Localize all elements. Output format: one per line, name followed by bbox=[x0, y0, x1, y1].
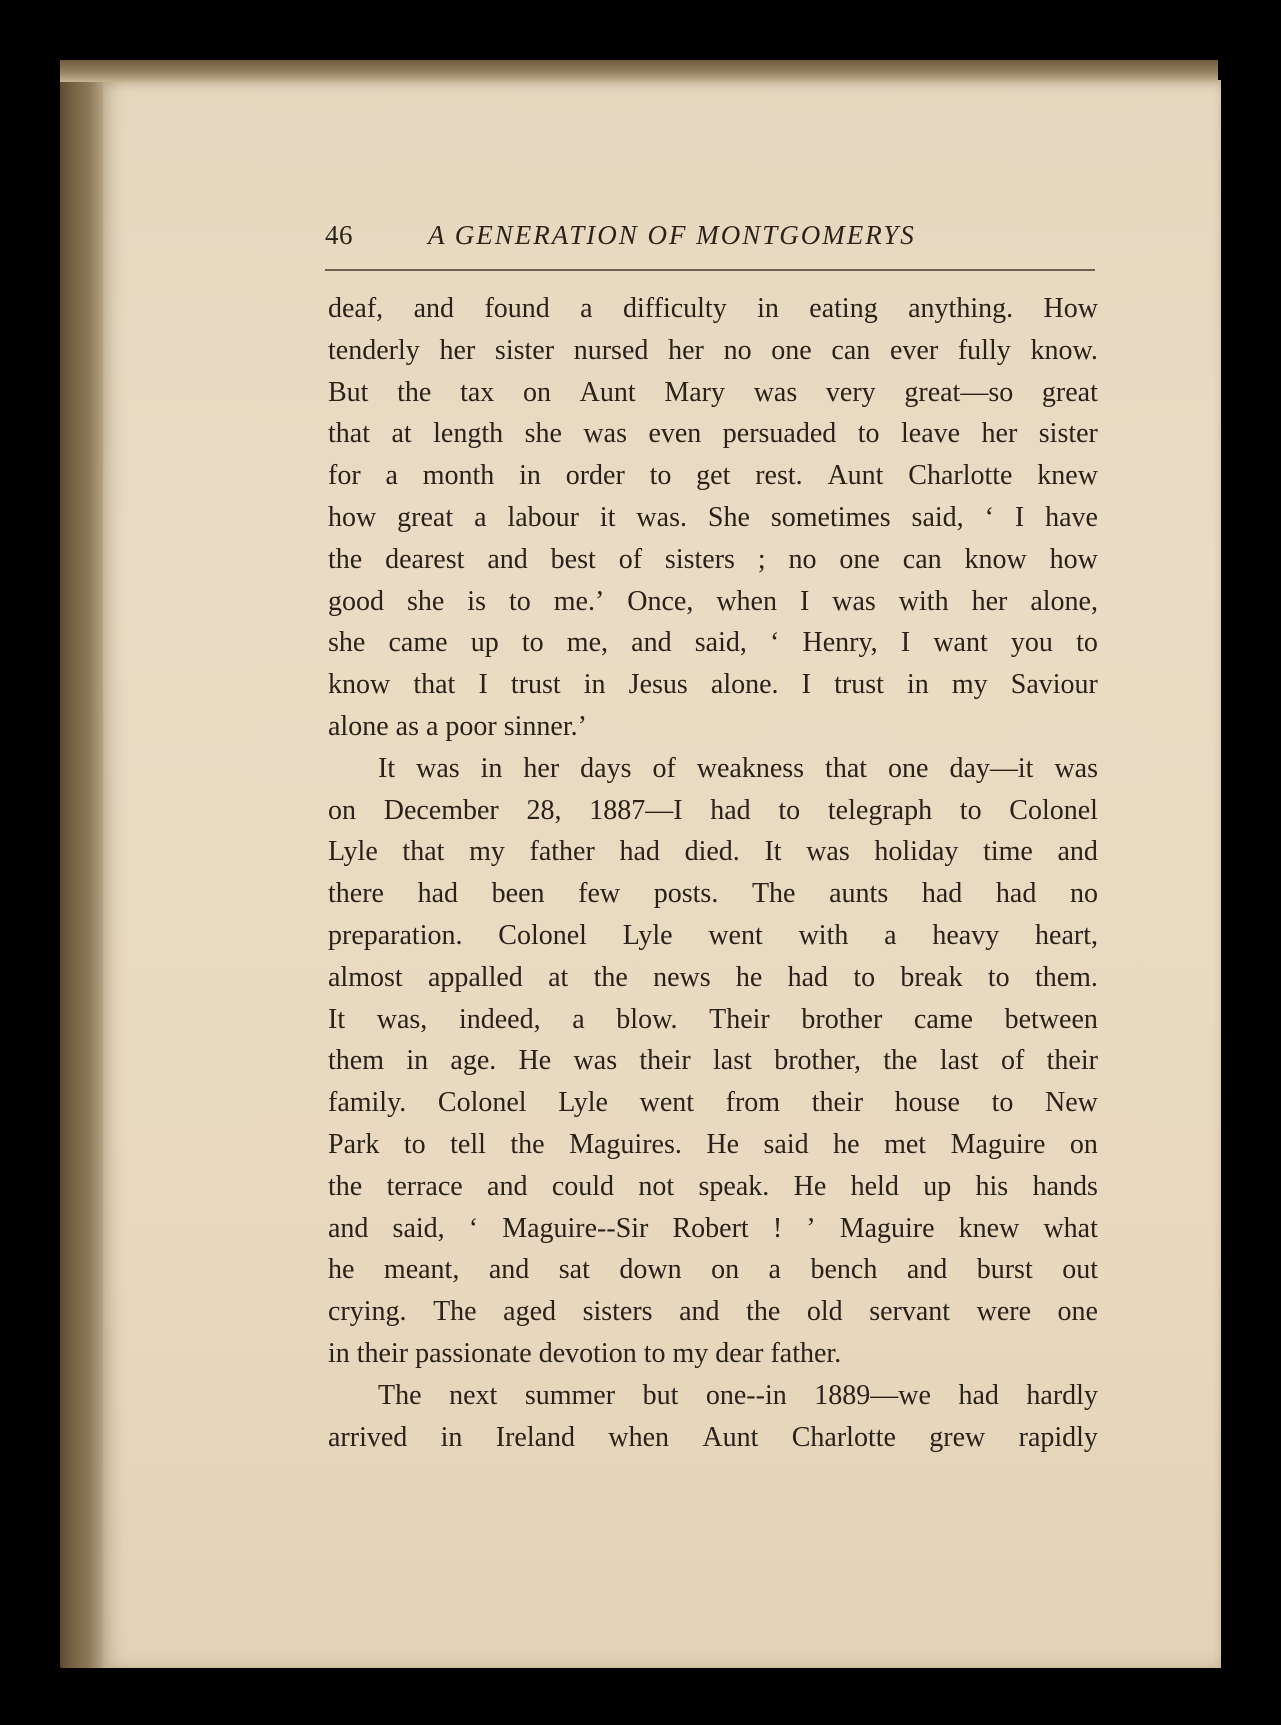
text-line: for a month in order to get rest. Aunt Charlotte knew bbox=[328, 460, 1098, 492]
text-line: family. Colonel Lyle went from their house to New bbox=[328, 1087, 1098, 1119]
page-header bbox=[325, 216, 1095, 260]
text-line: deaf, and found a difficulty in eating anything. How bbox=[328, 293, 1098, 324]
text-line: crying. The aged sisters and the old servant were one bbox=[328, 1296, 1098, 1328]
text-line: It was, indeed, a blow. Their brother came between bbox=[328, 1003, 1098, 1035]
text-line: alone as a poor sinner.’ bbox=[328, 710, 587, 742]
text-line: that at length she was even persuaded to leave her sister bbox=[328, 418, 1098, 450]
text-line: she came up to me, and said, ‘ Henry, I want you to bbox=[328, 627, 1098, 659]
body-text bbox=[328, 288, 1098, 1458]
text-line: know that I trust in Jesus alone. I trust in my Saviour bbox=[328, 669, 1098, 701]
text-line: in their passionate devotion to my dear father. bbox=[328, 1337, 842, 1369]
text-line: how great a labour it was. She sometimes said, ‘ I have bbox=[328, 501, 1098, 533]
text-line: tenderly her sister nursed her no one can ever fully know. bbox=[328, 334, 1098, 366]
running-title: A GENERATION OF MONTGOMERYS bbox=[428, 220, 916, 250]
text-line: the dearest and best of sisters ; no one can know how bbox=[328, 543, 1098, 575]
text-line: preparation. Colonel Lyle went with a heavy heart, bbox=[328, 919, 1098, 951]
text-line: Park to tell the Maguires. He said he met Maguire on bbox=[328, 1128, 1098, 1160]
text-line: It was in her days of weakness that one day—it was bbox=[378, 752, 1098, 784]
text-line: But the tax on Aunt Mary was very great—so great bbox=[328, 376, 1098, 408]
text-line: there had been few posts. The aunts had had no bbox=[328, 878, 1098, 910]
text-line: and said, ‘ Maguire--Sir Robert ! ’ Maguire knew what bbox=[328, 1212, 1098, 1244]
header-rule bbox=[325, 269, 1095, 271]
text-line: arrived in Ireland when Aunt Charlotte grew rapidly bbox=[328, 1421, 1098, 1453]
text-line: them in age. He was their last brother, the last of their bbox=[328, 1045, 1098, 1077]
text-line: on December 28, 1887—I had to telegraph to Colonel bbox=[328, 794, 1098, 826]
page-top-edge bbox=[60, 60, 1218, 82]
text-line: he meant, and sat down on a bench and burst out bbox=[328, 1254, 1098, 1286]
text-line: good she is to me.’ Once, when I was with her alone, bbox=[328, 585, 1098, 617]
text-line: Lyle that my father had died. It was holiday time and bbox=[328, 836, 1098, 868]
page-number: 46 bbox=[325, 220, 353, 250]
text-line: almost appalled at the news he had to break to them. bbox=[328, 961, 1098, 993]
text-line: The next summer but one--in 1889—we had hardly bbox=[378, 1379, 1098, 1411]
text-line: the terrace and could not speak. He held up his hands bbox=[328, 1170, 1098, 1202]
